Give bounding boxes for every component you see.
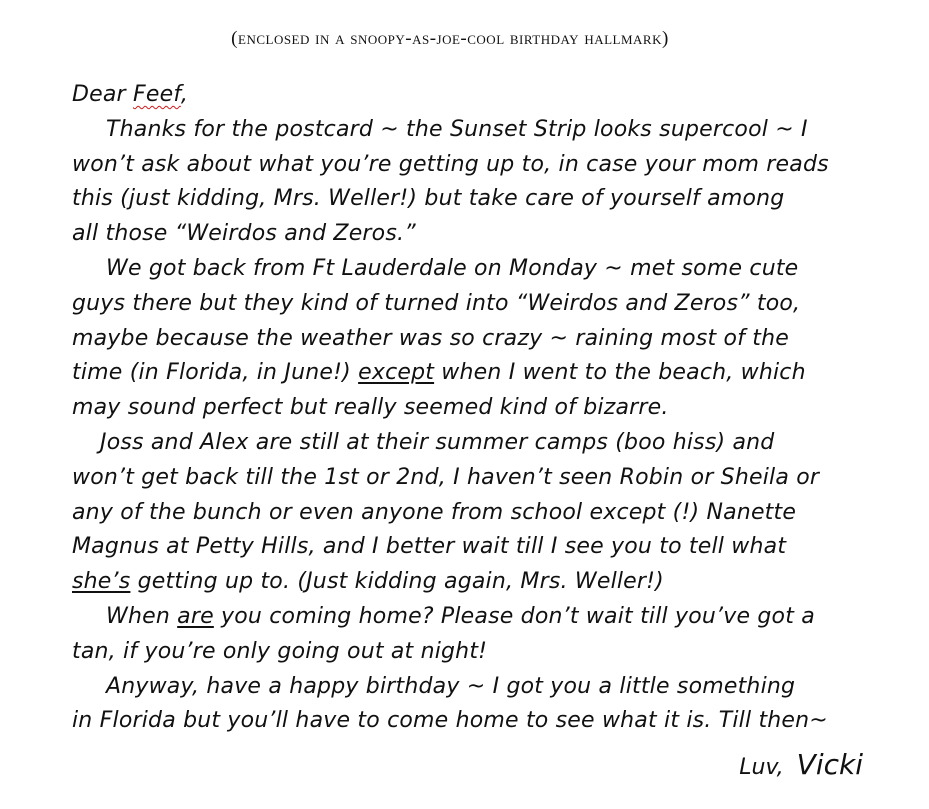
letter-line-4: all those “Weirdos and Zeros.” <box>72 221 416 247</box>
letter-line-16: tan, if you’re only going out at night! <box>72 638 488 664</box>
letter-line-14 <box>72 565 872 600</box>
underlined-word-except: except <box>358 360 435 386</box>
letter-line-15-end: you coming home? Please don’t wait till you’ve got a <box>213 603 815 629</box>
underlined-word-shes: she’s <box>72 569 131 595</box>
letter-line-18: in Florida but you’ll have to come home to see what it is. Till then~ <box>72 708 828 734</box>
letter-line-10: Joss and Alex are still at their summer camps (boo hiss) and <box>100 429 775 455</box>
letter-line-15 <box>72 600 872 635</box>
letter-line-5: We got back from Ft Lauderdale on Monday ~ met some cute <box>106 255 799 281</box>
letter-line-15-start: When <box>106 603 178 629</box>
greeting-name: Feef <box>133 82 181 107</box>
greeting-suffix: , <box>180 82 189 107</box>
letter-line-3: this (just kidding, Mrs. Weller!) but take care of yourself among <box>72 186 785 212</box>
letter-line-8-start: time (in Florida, in June!) <box>72 360 359 386</box>
letter-line-8-end: when I went to the beach, which <box>434 360 806 386</box>
letter-line-1: Thanks for the postcard ~ the Sunset Strip looks supercool ~ I <box>106 116 808 142</box>
signature-name: Vicki <box>796 748 863 781</box>
letter-line-8 <box>72 356 872 391</box>
underlined-word-are: are <box>177 603 214 629</box>
greeting-line <box>72 78 872 113</box>
signature <box>739 748 863 781</box>
enclosure-note: (enclosed in a snoopy-as-joe-cool birthday hallmark) <box>231 28 669 49</box>
letter-line-9: may sound perfect but really seemed kind of bizarre. <box>72 395 669 421</box>
letter-body <box>72 78 872 739</box>
signature-closing: Luv, <box>739 755 784 780</box>
letter-line-7: maybe because the weather was so crazy ~ raining most of the <box>72 325 790 351</box>
letter-line-17: Anyway, have a happy birthday ~ I got you a little something <box>106 673 796 699</box>
greeting-prefix: Dear <box>72 82 133 107</box>
letter-line-6: guys there but they kind of turned into “Weirdos and Zeros” too, <box>72 290 801 316</box>
letter-line-2: won’t ask about what you’re getting up to, in case your mom reads <box>72 151 829 177</box>
letter-line-14-end: getting up to. (Just kidding again, Mrs. Weller!) <box>130 569 664 595</box>
letter-line-12: any of the bunch or even anyone from school except (!) Nanette <box>72 499 797 525</box>
letter-line-11: won’t get back till the 1st or 2nd, I haven’t seen Robin or Sheila or <box>72 464 820 490</box>
letter-line-13: Magnus at Petty Hills, and I better wait till I see you to tell what <box>72 534 787 560</box>
